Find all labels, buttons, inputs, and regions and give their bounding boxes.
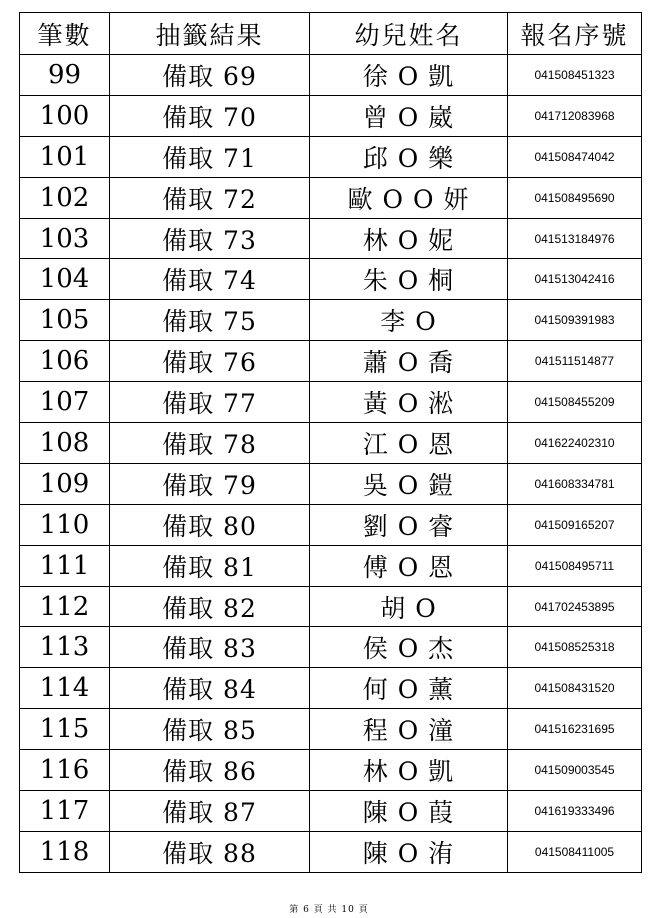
row-regno-cell: 041508495690	[508, 177, 642, 218]
header-row	[20, 13, 642, 55]
table-row	[20, 463, 642, 504]
row-count-cell: 105	[20, 300, 110, 341]
row-result-cell: 備取 73	[110, 218, 310, 259]
row-name-cell: 邱 O 樂	[310, 136, 508, 177]
row-regno-cell: 041509391983	[508, 300, 642, 341]
row-name-cell: 劉 O 睿	[310, 504, 508, 545]
header-count: 筆數	[20, 13, 110, 55]
row-regno-cell: 041619333496	[508, 791, 642, 832]
row-count-cell: 106	[20, 341, 110, 382]
table-row	[20, 382, 642, 423]
table-row	[20, 791, 642, 832]
row-result-cell: 備取 83	[110, 627, 310, 668]
row-name-cell: 歐 O O 妍	[310, 177, 508, 218]
row-name-cell: 黃 O 淞	[310, 382, 508, 423]
row-result-cell: 備取 70	[110, 95, 310, 136]
row-count-cell: 116	[20, 750, 110, 791]
row-regno-cell: 041509165207	[508, 504, 642, 545]
table-row	[20, 341, 642, 382]
row-count-cell: 102	[20, 177, 110, 218]
row-regno-cell: 041516231695	[508, 709, 642, 750]
header-lottery-result: 抽籤結果	[110, 13, 310, 55]
row-name-cell: 傅 O 恩	[310, 545, 508, 586]
row-count-cell: 104	[20, 259, 110, 300]
row-count-cell: 108	[20, 423, 110, 464]
row-regno-cell: 041513042416	[508, 259, 642, 300]
table-row	[20, 55, 642, 96]
row-name-cell: 林 O 凱	[310, 750, 508, 791]
row-result-cell: 備取 72	[110, 177, 310, 218]
page-footer: 第 6 頁 共 10 頁	[289, 905, 369, 915]
row-count-cell: 115	[20, 709, 110, 750]
row-result-cell: 備取 87	[110, 791, 310, 832]
row-count-cell: 100	[20, 95, 110, 136]
row-regno-cell: 041622402310	[508, 423, 642, 464]
header-child-name: 幼兒姓名	[310, 13, 508, 55]
row-count-cell: 110	[20, 504, 110, 545]
table-row	[20, 831, 642, 872]
row-name-cell: 徐 O 凱	[310, 55, 508, 96]
row-name-cell: 李 O	[310, 300, 508, 341]
table-row	[20, 218, 642, 259]
row-regno-cell: 041509003545	[508, 750, 642, 791]
row-count-cell: 117	[20, 791, 110, 832]
row-count-cell: 112	[20, 586, 110, 627]
row-regno-cell: 041513184976	[508, 218, 642, 259]
table-row	[20, 423, 642, 464]
row-result-cell: 備取 77	[110, 382, 310, 423]
row-count-cell: 101	[20, 136, 110, 177]
table-row	[20, 627, 642, 668]
row-name-cell: 陳 O 葭	[310, 791, 508, 832]
row-regno-cell: 041508474042	[508, 136, 642, 177]
row-result-cell: 備取 88	[110, 831, 310, 872]
table-row	[20, 750, 642, 791]
table-row	[20, 177, 642, 218]
row-result-cell: 備取 79	[110, 463, 310, 504]
row-count-cell: 114	[20, 668, 110, 709]
table-row	[20, 136, 642, 177]
row-name-cell: 何 O 薰	[310, 668, 508, 709]
row-name-cell: 朱 O 桐	[310, 259, 508, 300]
row-regno-cell: 041508455209	[508, 382, 642, 423]
table-row	[20, 586, 642, 627]
row-result-cell: 備取 69	[110, 55, 310, 96]
table-row	[20, 504, 642, 545]
row-regno-cell: 041508411005	[508, 831, 642, 872]
row-result-cell: 備取 71	[110, 136, 310, 177]
row-regno-cell: 041508451323	[508, 55, 642, 96]
row-regno-cell: 041508525318	[508, 627, 642, 668]
row-result-cell: 備取 74	[110, 259, 310, 300]
row-name-cell: 江 O 恩	[310, 423, 508, 464]
header-registration-number: 報名序號	[508, 13, 642, 55]
row-name-cell: 曾 O 崴	[310, 95, 508, 136]
row-result-cell: 備取 85	[110, 709, 310, 750]
row-name-cell: 陳 O 洧	[310, 831, 508, 872]
row-count-cell: 103	[20, 218, 110, 259]
row-name-cell: 侯 O 杰	[310, 627, 508, 668]
row-name-cell: 胡 O	[310, 586, 508, 627]
row-count-cell: 111	[20, 545, 110, 586]
row-result-cell: 備取 75	[110, 300, 310, 341]
table-row	[20, 259, 642, 300]
row-result-cell: 備取 80	[110, 504, 310, 545]
row-regno-cell: 041511514877	[508, 341, 642, 382]
row-regno-cell: 041508495711	[508, 545, 642, 586]
table-row	[20, 300, 642, 341]
row-name-cell: 蕭 O 喬	[310, 341, 508, 382]
row-regno-cell: 041608334781	[508, 463, 642, 504]
row-result-cell: 備取 84	[110, 668, 310, 709]
table-row	[20, 668, 642, 709]
table-row	[20, 545, 642, 586]
row-result-cell: 備取 76	[110, 341, 310, 382]
row-count-cell: 107	[20, 382, 110, 423]
table-row	[20, 95, 642, 136]
row-result-cell: 備取 78	[110, 423, 310, 464]
row-count-cell: 109	[20, 463, 110, 504]
table-row	[20, 709, 642, 750]
row-regno-cell: 041712083968	[508, 95, 642, 136]
row-result-cell: 備取 82	[110, 586, 310, 627]
row-count-cell: 118	[20, 831, 110, 872]
row-count-cell: 99	[20, 55, 110, 96]
row-name-cell: 程 O 潼	[310, 709, 508, 750]
row-count-cell: 113	[20, 627, 110, 668]
row-name-cell: 吳 O 鎧	[310, 463, 508, 504]
row-regno-cell: 041702453895	[508, 586, 642, 627]
row-result-cell: 備取 86	[110, 750, 310, 791]
row-regno-cell: 041508431520	[508, 668, 642, 709]
lottery-results-table	[19, 12, 642, 873]
row-result-cell: 備取 81	[110, 545, 310, 586]
row-name-cell: 林 O 妮	[310, 218, 508, 259]
